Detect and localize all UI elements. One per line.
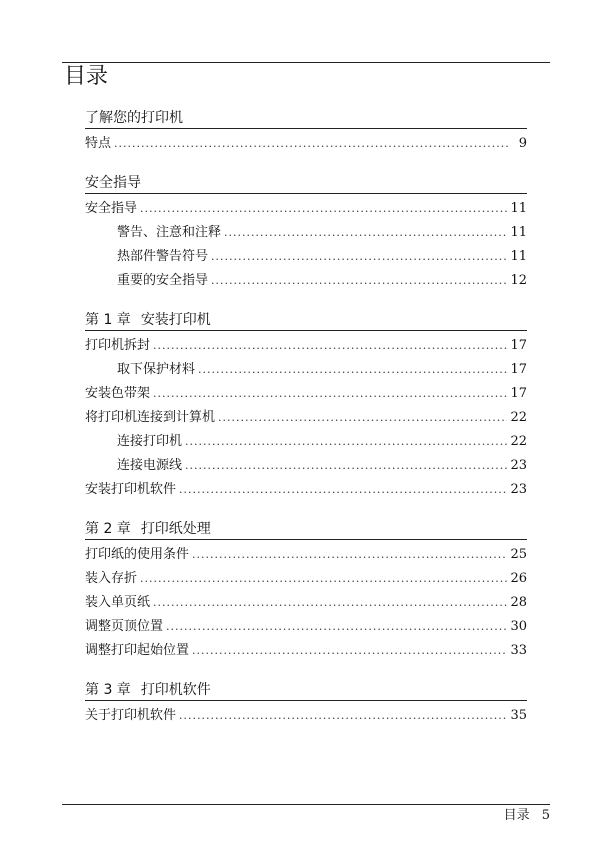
dot-leader bbox=[140, 197, 507, 221]
toc-entry-title: 警告、注意和注释 bbox=[117, 225, 222, 240]
toc-entry[interactable] bbox=[85, 269, 527, 293]
toc-entry-page: 23 bbox=[510, 482, 527, 497]
toc-entry-page: 23 bbox=[510, 458, 527, 473]
dot-leader bbox=[153, 334, 507, 358]
section-heading bbox=[85, 310, 527, 331]
dot-leader bbox=[185, 430, 507, 454]
dot-leader bbox=[192, 639, 507, 663]
toc-entry-title: 连接打印机 bbox=[117, 434, 183, 449]
dot-leader bbox=[179, 478, 507, 502]
page-title: 目录 bbox=[64, 64, 109, 89]
dot-leader bbox=[166, 615, 507, 639]
toc-entry-title: 将打印机连接到计算机 bbox=[85, 410, 216, 425]
toc-entry-title: 调整打印起始位置 bbox=[85, 643, 190, 658]
dot-leader bbox=[185, 454, 507, 478]
toc-entry[interactable] bbox=[85, 478, 527, 502]
dot-leader bbox=[179, 704, 507, 728]
section-heading bbox=[85, 680, 527, 701]
dot-leader bbox=[211, 269, 507, 293]
chapter-number: 第 2 章 bbox=[85, 521, 131, 537]
toc-entry[interactable] bbox=[85, 245, 527, 269]
toc-section bbox=[85, 519, 527, 663]
toc-entry[interactable] bbox=[85, 567, 527, 591]
toc-section bbox=[85, 173, 527, 293]
footer-page-number: 5 bbox=[541, 808, 550, 823]
section-heading bbox=[85, 108, 527, 129]
toc-entry-title: 热部件警告符号 bbox=[117, 249, 209, 264]
toc-entry-page: 12 bbox=[510, 273, 527, 288]
toc-entry[interactable] bbox=[85, 615, 527, 639]
toc-entry-page: 11 bbox=[510, 201, 527, 216]
toc-entry-page: 30 bbox=[510, 619, 527, 634]
toc-entry[interactable] bbox=[85, 406, 527, 430]
dot-leader bbox=[114, 132, 510, 156]
section-heading-title: 了解您的打印机 bbox=[85, 110, 183, 126]
chapter-number: 第 1 章 bbox=[85, 312, 131, 328]
dot-leader bbox=[153, 382, 507, 406]
toc-entry-page: 17 bbox=[510, 338, 527, 353]
chapter-number: 第 3 章 bbox=[85, 682, 131, 698]
footer-rule bbox=[62, 804, 550, 805]
toc-entry[interactable] bbox=[85, 382, 527, 406]
title-rule bbox=[62, 62, 550, 63]
footer-label: 目录 bbox=[503, 808, 530, 823]
dot-leader bbox=[218, 406, 507, 430]
dot-leader bbox=[198, 358, 507, 382]
section-heading-title: 安装打印机 bbox=[140, 312, 211, 328]
toc-entry-page: 11 bbox=[510, 249, 527, 264]
dot-leader bbox=[192, 543, 507, 567]
toc-entry-title: 装入单页纸 bbox=[85, 595, 151, 610]
toc-entry-page: 33 bbox=[510, 643, 527, 658]
toc-entry-page: 26 bbox=[510, 571, 527, 586]
toc-entry-page: 28 bbox=[510, 595, 527, 610]
toc-entry-title: 安装打印机软件 bbox=[85, 482, 177, 497]
toc-entry[interactable] bbox=[85, 358, 527, 382]
toc-entry-page: 35 bbox=[510, 708, 527, 723]
section-heading-title: 打印机软件 bbox=[140, 682, 211, 698]
toc-entry-title: 打印机拆封 bbox=[85, 338, 151, 353]
toc-entry-page: 22 bbox=[510, 410, 527, 425]
section-heading-title: 打印纸处理 bbox=[140, 521, 211, 537]
toc-entry-page: 9 bbox=[518, 136, 527, 151]
page-footer bbox=[504, 806, 550, 826]
toc-entry[interactable] bbox=[85, 543, 527, 567]
toc-entry-title: 特点 bbox=[85, 136, 112, 151]
toc-entry[interactable] bbox=[85, 704, 527, 728]
toc-entry-title: 调整页顶位置 bbox=[85, 619, 164, 634]
toc-entry[interactable] bbox=[85, 197, 527, 221]
dot-leader bbox=[224, 221, 507, 245]
section-heading-title: 安全指导 bbox=[85, 175, 141, 191]
toc-section bbox=[85, 108, 527, 156]
toc-entry-page: 17 bbox=[510, 386, 527, 401]
toc-entry[interactable] bbox=[85, 454, 527, 478]
toc-section bbox=[85, 680, 527, 728]
dot-leader bbox=[140, 567, 507, 591]
toc-entry-page: 25 bbox=[510, 547, 527, 562]
toc-entry-title: 取下保护材料 bbox=[117, 362, 196, 377]
toc-entry[interactable] bbox=[85, 221, 527, 245]
toc-entry-title: 打印纸的使用条件 bbox=[85, 547, 190, 562]
toc-entry[interactable] bbox=[85, 639, 527, 663]
toc-section bbox=[85, 310, 527, 502]
toc-entry-title: 关于打印机软件 bbox=[85, 708, 177, 723]
table-of-contents bbox=[85, 108, 527, 745]
toc-entry-title: 装入存折 bbox=[85, 571, 138, 586]
toc-entry-title: 安全指导 bbox=[85, 201, 138, 216]
toc-entry[interactable] bbox=[85, 132, 527, 156]
toc-entry-title: 连接电源线 bbox=[117, 458, 183, 473]
toc-entry[interactable] bbox=[85, 334, 527, 358]
toc-entry-page: 17 bbox=[510, 362, 527, 377]
toc-entry-title: 安装色带架 bbox=[85, 386, 151, 401]
toc-entry[interactable] bbox=[85, 591, 527, 615]
section-heading bbox=[85, 173, 527, 194]
section-heading bbox=[85, 519, 527, 540]
toc-entry-page: 11 bbox=[510, 225, 527, 240]
toc-entry-page: 22 bbox=[510, 434, 527, 449]
toc-entry-title: 重要的安全指导 bbox=[117, 273, 209, 288]
dot-leader bbox=[211, 245, 507, 269]
toc-entry[interactable] bbox=[85, 430, 527, 454]
dot-leader bbox=[153, 591, 507, 615]
